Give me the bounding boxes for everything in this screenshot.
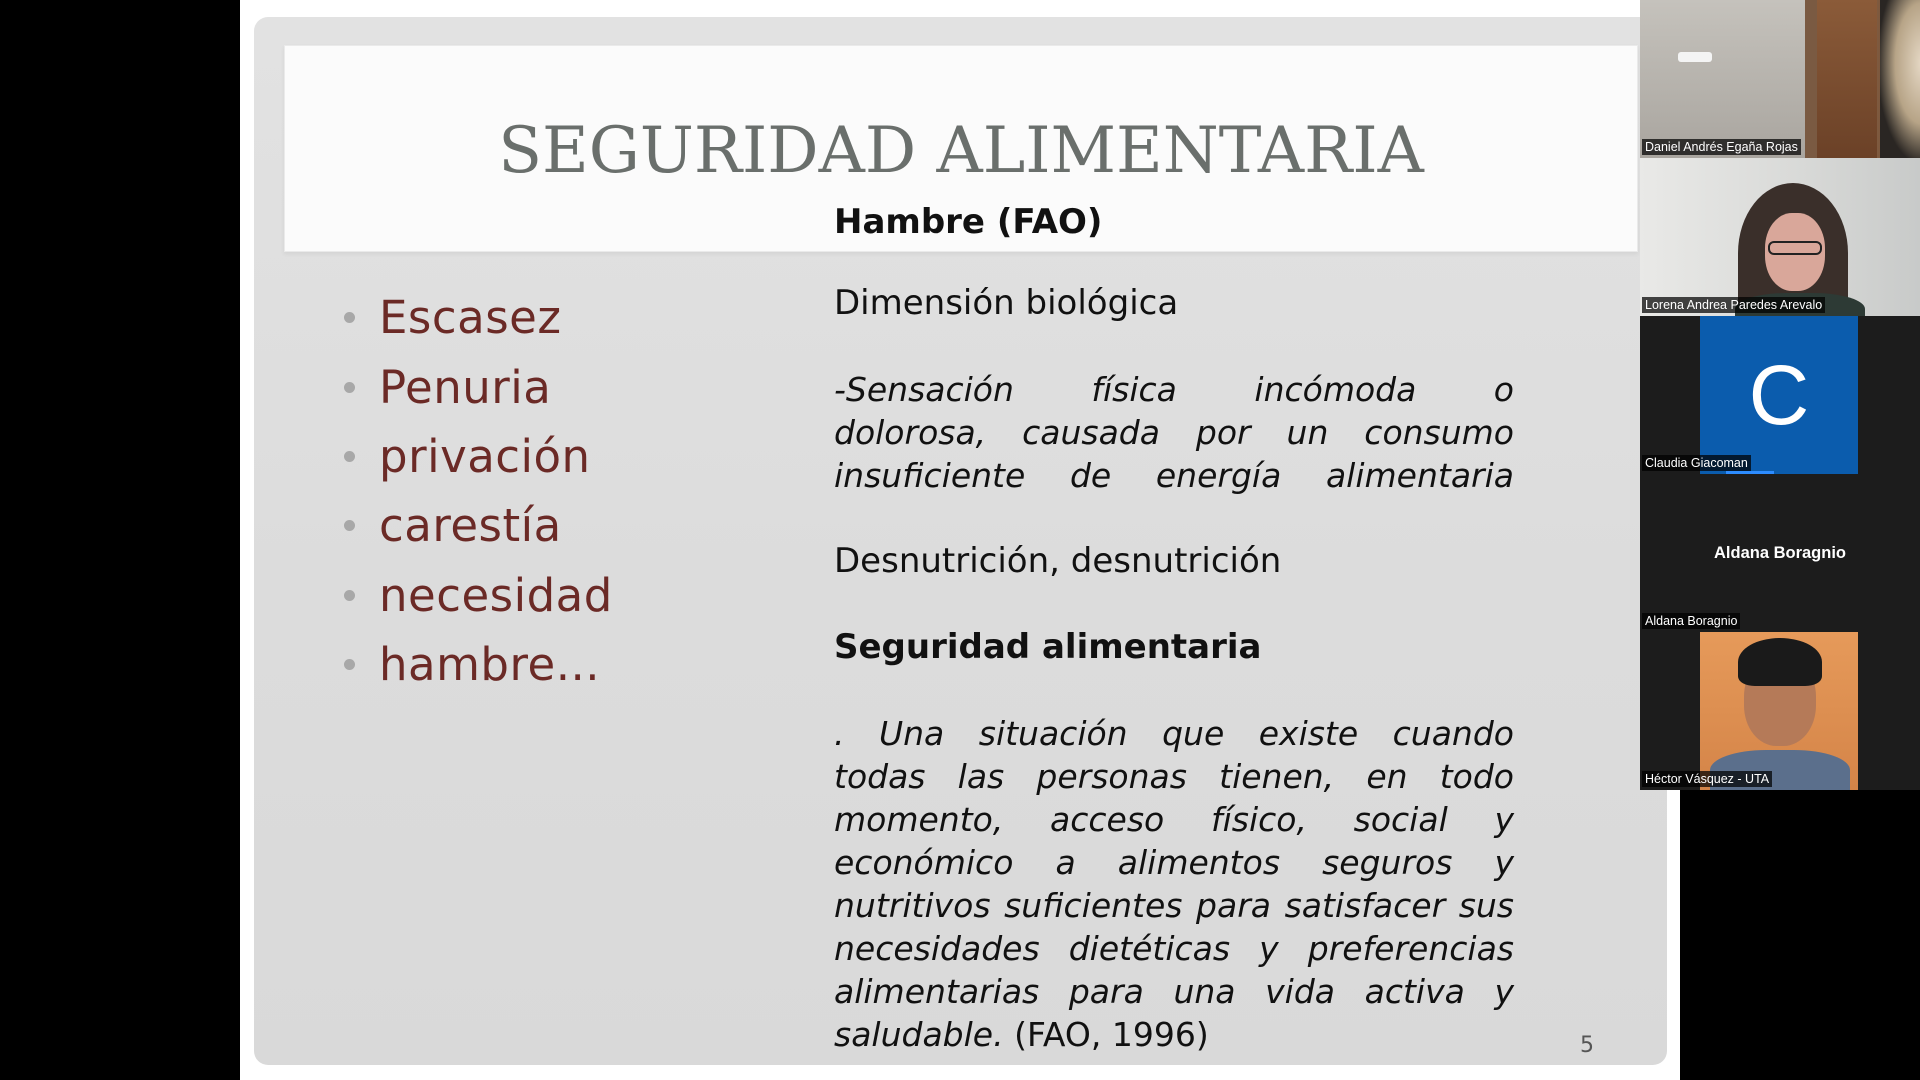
bullet-dot-icon (344, 312, 355, 323)
participant-tile[interactable] (1640, 0, 1920, 158)
participant-name: Héctor Vásquez - UTA (1642, 771, 1772, 787)
participant-video (1880, 0, 1920, 158)
slide-page-number: 5 (1580, 1033, 1594, 1058)
definition-column (834, 283, 1514, 1056)
definition-line: . Una situación que existe cuando (834, 714, 1514, 753)
seguridad-heading: Seguridad alimentaria (834, 627, 1262, 667)
definition-last-line (834, 1013, 1514, 1056)
slide-title: SEGURIDAD ALIMENTARIA (498, 114, 1424, 188)
definition-line: alimentarias para una vida activa y (834, 972, 1514, 1011)
participant-video (1700, 632, 1858, 790)
presentation-slide (254, 17, 1667, 1065)
bullet-text: hambre... (379, 638, 601, 692)
definition-paragraph (834, 712, 1514, 1056)
definition-last-word: saludable. (834, 1015, 1004, 1054)
bullet-text: Escasez (379, 291, 562, 345)
definition-line: todas las personas tienen, en todo (834, 757, 1514, 796)
bullet-dot-icon (344, 590, 355, 601)
list-item (344, 352, 613, 421)
participant-display-name: Aldana Boragnio (1713, 544, 1846, 562)
participant-hair (1738, 638, 1822, 686)
sensation-line: dolorosa, causada por un consumo (834, 413, 1514, 452)
bullet-text: privación (379, 429, 591, 483)
bullet-text: necesidad (379, 568, 613, 622)
participant-name: Aldana Boragnio (1642, 613, 1740, 629)
glasses (1768, 241, 1822, 255)
list-item (344, 491, 613, 560)
sensation-line: insuficiente de energía alimentaria (834, 456, 1514, 495)
list-item (344, 283, 613, 352)
participant-name: Lorena Andrea Paredes Arevalo (1642, 297, 1825, 313)
participant-tile[interactable] (1640, 158, 1920, 316)
participant-gallery (1640, 0, 1920, 790)
list-item (344, 630, 613, 699)
participant-name: Claudia Giacoman (1642, 455, 1751, 471)
sensation-paragraph (834, 368, 1514, 497)
participant-tile[interactable] (1640, 474, 1920, 632)
definition-line: económico a alimentos seguros y (834, 843, 1514, 882)
dimension-text: Dimensión biológica (834, 283, 1179, 323)
bullet-dot-icon (344, 451, 355, 462)
bullet-dot-icon (344, 659, 355, 670)
bullet-dot-icon (344, 382, 355, 393)
participant-tile[interactable] (1640, 316, 1920, 474)
bullet-list (344, 283, 613, 699)
list-item (344, 422, 613, 491)
citation-text: (FAO, 1996) (1003, 1015, 1209, 1054)
bullet-text: Penuria (379, 360, 552, 414)
door-frame (1805, 0, 1817, 158)
hambre-heading: Hambre (FAO) (834, 202, 1103, 242)
screen-share-area (240, 0, 1680, 1080)
definition-line: nutritivos suficientes para satisfacer sus (834, 886, 1514, 925)
participant-name: Daniel Andrés Egaña Rojas (1642, 139, 1801, 155)
desnutricion-text: Desnutrición, desnutrición (834, 541, 1282, 581)
ceiling-light (1678, 52, 1712, 62)
bullet-text: carestía (379, 499, 562, 553)
participant-tile[interactable] (1640, 632, 1920, 790)
avatar: C (1700, 316, 1858, 474)
video-background (1640, 0, 1815, 158)
definition-line: necesidades dietéticas y preferencias (834, 929, 1514, 968)
bullet-dot-icon (344, 520, 355, 531)
list-item (344, 561, 613, 630)
sensation-line: -Sensación física incómoda o (834, 370, 1514, 409)
door (1817, 0, 1877, 158)
definition-line: momento, acceso físico, social y (834, 800, 1514, 839)
